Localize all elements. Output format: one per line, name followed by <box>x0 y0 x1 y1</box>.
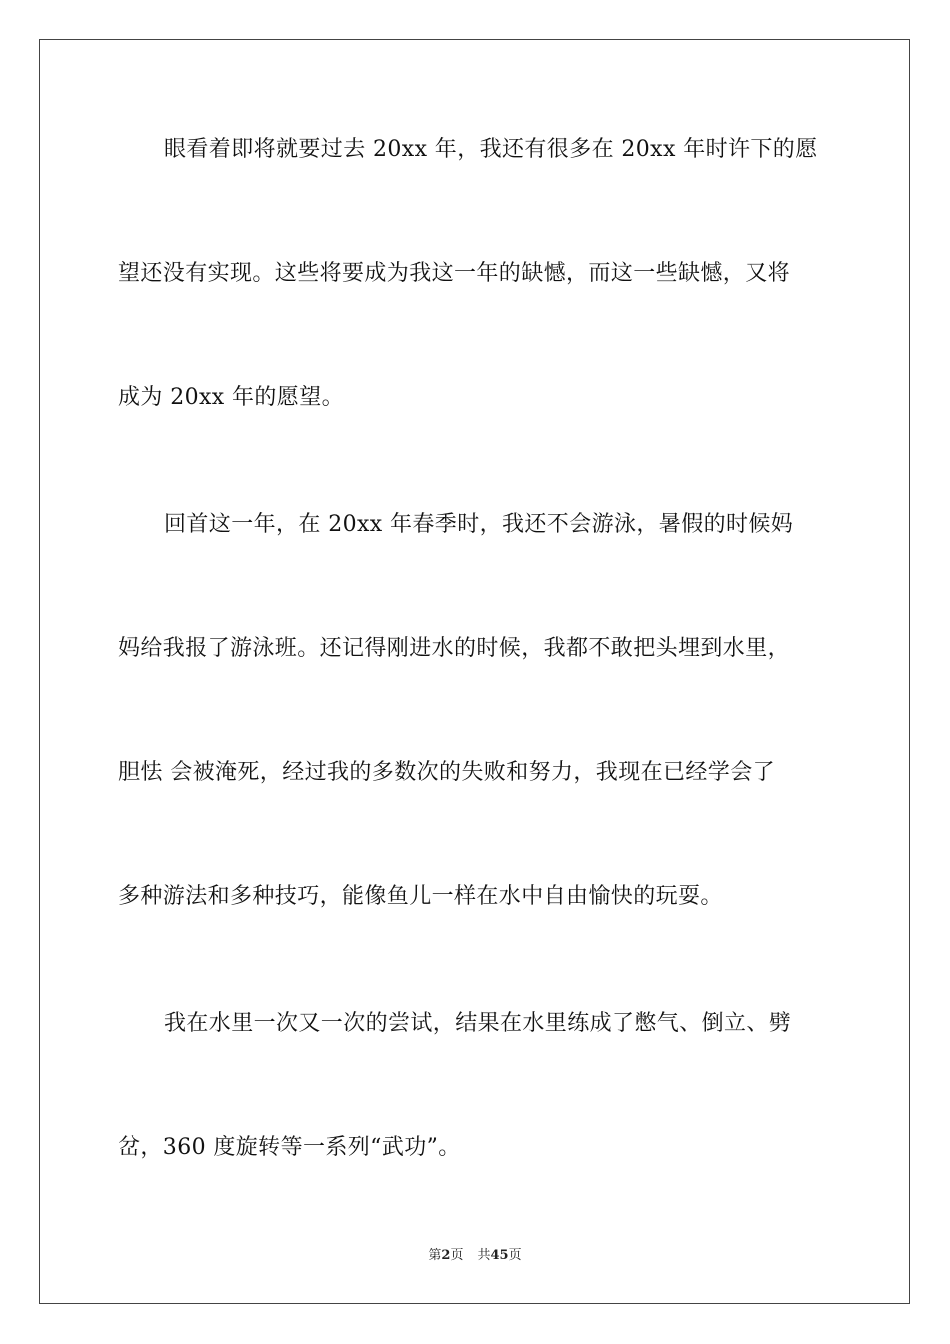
page-number: 2 <box>441 1248 451 1263</box>
paragraph-line: 回首这一年，在 20xx 年春季时，我还不会游泳，暑假的时候妈 <box>164 512 794 537</box>
page-suffix: 页 <box>450 1248 464 1263</box>
paragraph-line: 望还没有实现。这些将要成为我这一年的缺憾，而这一些缺憾，又将 <box>118 261 791 286</box>
paragraph-line: 我在水里一次又一次的尝试，结果在水里练成了憋气、倒立、劈 <box>164 1011 792 1036</box>
paragraph-line: 多种游法和多种技巧，能像鱼儿一样在水中自由愉快的玩耍。 <box>118 884 723 909</box>
page-footer <box>0 1248 950 1264</box>
paragraph-line: 妈给我报了游泳班。还记得刚进水的时候，我都不敢把头埋到水里， <box>118 636 791 661</box>
paragraph-line: 成为 20xx 年的愿望。 <box>118 385 344 410</box>
page-border <box>39 39 910 1304</box>
total-pages: 45 <box>490 1248 509 1263</box>
paragraph-line: 胆怯 会被淹死，经过我的多数次的失败和努力，我现在已经学会了 <box>118 760 775 785</box>
paragraph-line: 眼看着即将就要过去 20xx 年，我还有很多在 20xx 年时许下的愿 <box>164 137 818 162</box>
paragraph-line: 岔，360 度旋转等一系列“武功”。 <box>118 1135 461 1160</box>
total-suffix: 页 <box>508 1248 522 1263</box>
page-prefix: 第 <box>428 1248 442 1263</box>
total-prefix: 共 <box>477 1248 491 1263</box>
